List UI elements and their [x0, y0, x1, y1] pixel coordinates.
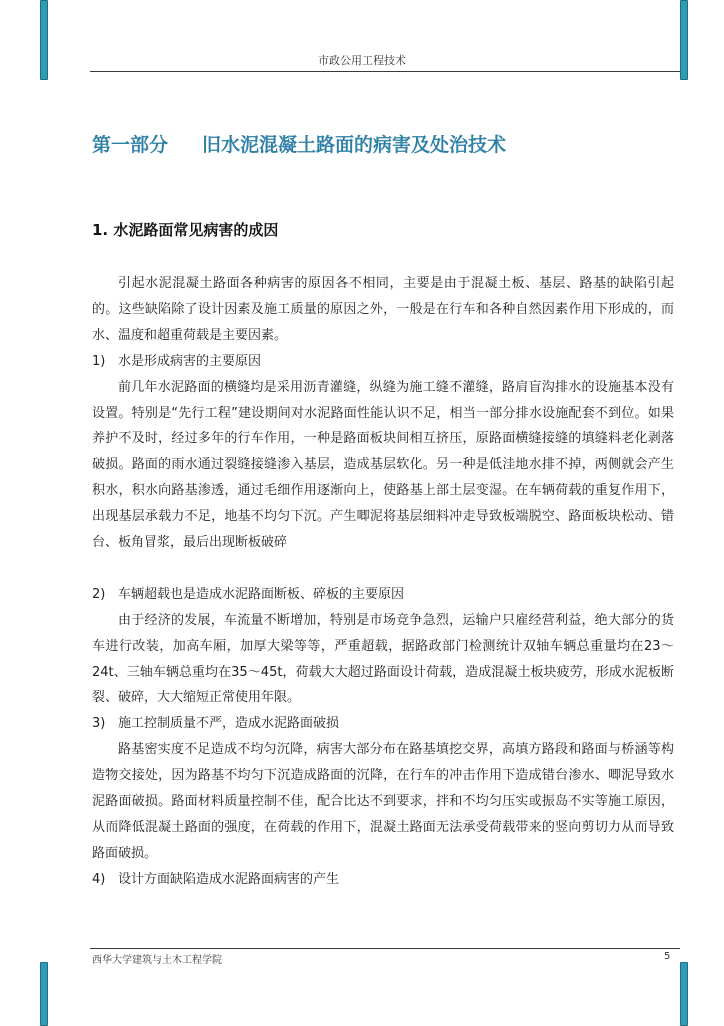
list-item-number: 3) [92, 716, 106, 732]
intro-paragraph: 引起水泥混凝土路面各种病害的原因各不相同，主要是由于混凝土板、基层、路基的缺陷引起的。这些缺陷除了设计因素及施工质量的原因之外，一般是在行车和各种自然因素作用下形成的，而水、温度和超重荷载是主要因素。 [92, 276, 674, 343]
list-item-title: 设计方面缺陷造成水泥路面病害的产生 [118, 871, 340, 887]
body-text [92, 271, 674, 893]
list-item-title: 施工控制质量不严，造成水泥路面破损 [118, 716, 340, 732]
list-item-number: 1) [92, 353, 106, 369]
footer-institution: 西华大学建筑与土木工程学院 [92, 955, 222, 966]
part-label: 第一部分 [92, 134, 169, 156]
page-number: 5 [664, 951, 671, 962]
list-item-title: 车辆超载也是造成水泥路面断板、碎板的主要原因 [118, 586, 405, 602]
corner-bar-bottom-right [680, 962, 688, 1026]
list-item-paragraph: 路基密实度不足造成不均匀沉降，病害大部分布在路基填挖交界，高填方路段和路面与桥涵等构造物交接处，因为路基不均匀下沉造成路面的沉降，在行车的冲击作用下造成错台渗水、唧泥导致水泥路面破损。路面材料质量控制不佳，配合比达不到要求，拌和不均匀压实或振岛不实等施工原因，从而降低混凝土路面的强度，在荷载的作用下，混凝土路面无法承受荷载带来的竖向剪切力从而导致路面破损。 [92, 742, 674, 861]
list-item-paragraph: 由于经济的发展，车流量不断增加，特别是市场竞争急烈，运输户只雇经营利益，绝大部分的货车进行改装，加高车厢，加厚大梁等等，严重超载，据路政部门检测统计双轴车辆总重量均在23～24t、三轴车辆总重均在35～45t，荷载大大超过路面设计荷载，造成混凝土板块疲劳，形成水泥板断裂、破碎，大大缩短正常使用年限。 [92, 612, 674, 706]
corner-bar-bottom-left [40, 962, 48, 1026]
footer-divider [90, 948, 680, 949]
list-item-paragraph: 前几年水泥路面的横缝均是采用沥青灌缝，纵缝为施工缝不灌缝，路肩盲沟排水的设施基本没有设置。特别是“先行工程”建设期间对水泥路面性能认识不足，相当一部分排水设施配套不到位。如果养护不及时，经过多年的行车作用，一种是路面板块间相互挤压，原路面横缝接缝的填缝料老化剥落破损。路面的雨水通过裂缝接缝渗入基层，造成基层软化。另一种是低洼地水排不掉，两侧就会产生积水，积水向路基渗透，通过毛细作用逐渐向上，使路基上部土层变湿。在车辆荷载的重复作用下，出现基层承载力不足，地基不均匀下沉。产生唧泥将基层细料冲走导致板端脱空、路面板块松动、错台、板角冒浆，最后出现断板破碎 [92, 379, 674, 551]
corner-bar-top-right [680, 0, 688, 80]
part-title-text: 旧水泥混凝土路面的病害及处治技术 [202, 134, 507, 156]
part-heading [92, 130, 506, 157]
corner-bar-top-left [40, 0, 48, 80]
list-item [92, 867, 674, 893]
section-heading: 1. 水泥路面常见病害的成因 [92, 221, 279, 239]
list-item-number: 4) [92, 871, 106, 887]
list-item-title: 水是形成病害的主要原因 [118, 353, 262, 369]
list-item-number: 2) [92, 586, 106, 602]
list-item [92, 711, 674, 737]
list-item [92, 582, 674, 608]
running-header: 市政公用工程技术 [318, 54, 406, 67]
list-item [92, 349, 674, 375]
paragraph-spacer [92, 556, 674, 582]
header-divider [90, 71, 680, 72]
